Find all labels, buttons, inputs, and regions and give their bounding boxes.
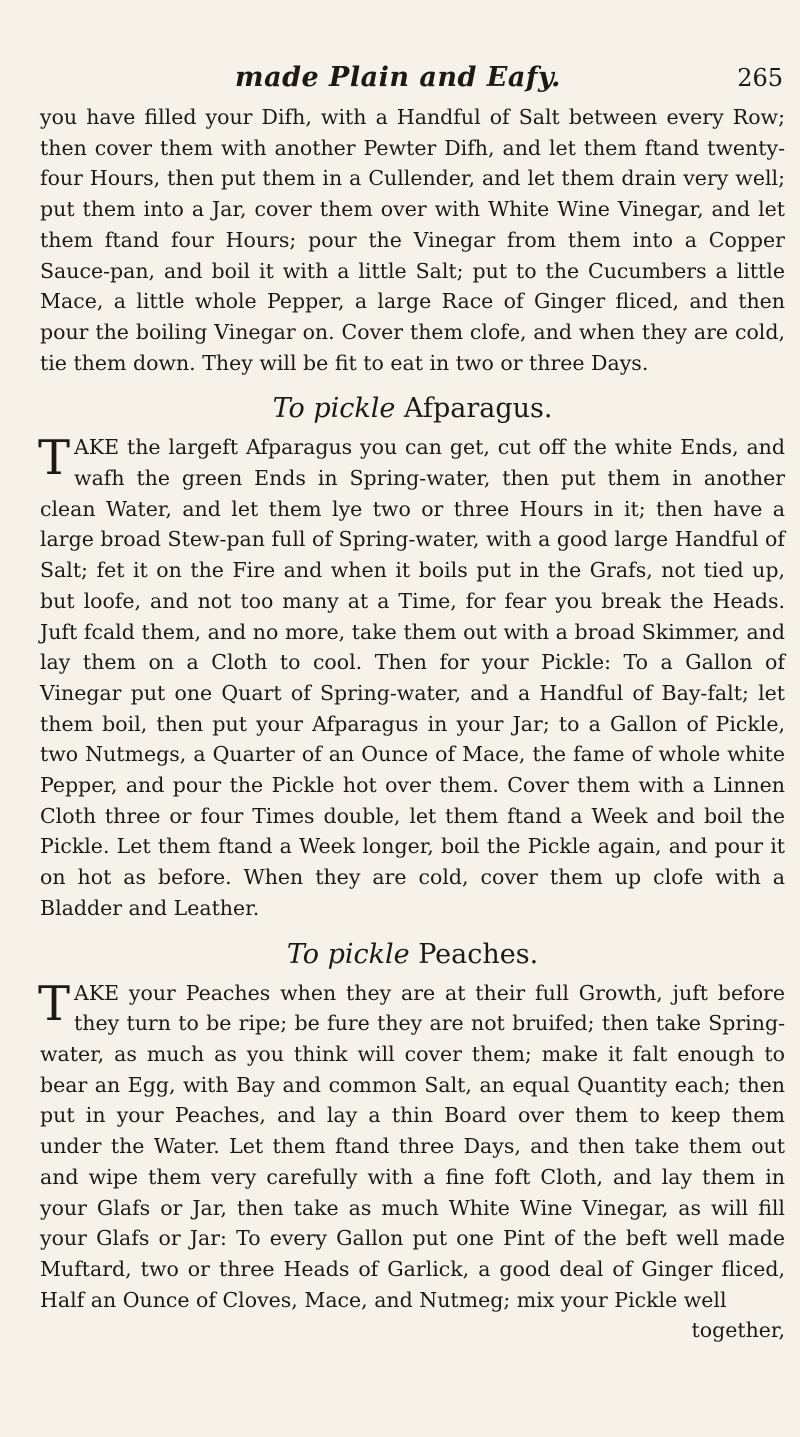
- drop-initial: T: [38, 430, 71, 487]
- recipe-title-subject: Afparagus.: [403, 393, 553, 425]
- recipe-title-subject: Peaches.: [418, 938, 539, 970]
- page-number: 265: [737, 64, 783, 92]
- continued-paragraph: you have filled your Difh, with a Handful of Salt between every Row; then cover them with another Pewter Difh, and let them ftand twenty-four Hours, then put them in a Cullender, and let them drain very well; put them into a Jar, cover them over with White Wine Vinegar, and let them ftand four Hours; pour the Vinegar from them into a Copper Sauce-pan, and boil it with a little Salt; put to the Cucumbers a little Mace, a little whole Pepper, a large Race of Ginger fliced, and then pour the boiling Vinegar on. Cover them clofe, and when they are cold, tie them down. They will be fit to eat in two or three Days.: [40, 105, 785, 375]
- recipe-body-asparagus: [40, 432, 785, 923]
- recipe-text: AKE the largeft Afparagus you can get, cut off the white Ends, and wafh the green Ends in Spring-water, then put them in another clean Water, and let them lye two or three Hours in it; then have a large broad Stew-pan full of Spring-water, with a good large Handful of Salt; fet it on the Fire and when it boils put in the Grafs, not tied up, but loofe, and not too many at a Time, for fear you break the Heads. Juft fcald them, and no more, take them out with a broad Skimmer, and lay them on a Cloth to cool. Then for your Pickle: To a Gallon of Vinegar put one Quart of Spring-water, and a Handful of Bay-falt; let them boil, then put your Afparagus in your Jar; to a Gallon of Pickle, two Nutmegs, a Quarter of an Ounce of Mace, the fame of whole white Pepper, and pour the Pickle hot over them. Cover them with a Linnen Cloth three or four Times double, let them ftand a Week and boil the Pickle. Let them ftand a Week longer, boil the Pickle again, and pour it on hot as before. When they are cold, cover them up clofe with a Bladder and Leather.: [40, 435, 785, 920]
- catchword: together,: [691, 1318, 785, 1343]
- recipe-title-lead: To pickle: [286, 938, 410, 970]
- running-head: [40, 62, 785, 102]
- body-text: [40, 102, 785, 1345]
- recipe-title-lead: To pickle: [272, 393, 396, 425]
- running-title: made Plain and Eafy.: [235, 62, 561, 93]
- book-page: [40, 62, 785, 1432]
- drop-initial: T: [38, 975, 71, 1032]
- recipe-body-peaches: [38, 975, 785, 1316]
- recipe-peaches: [40, 938, 785, 1316]
- recipe-asparagus: [40, 392, 785, 923]
- recipe-text: AKE your Peaches when they are at their full Growth, juft before they turn to be ripe; be fure they are not bruifed; then take Spring-water, as much as you think will cover them; make it falt enough to bear an Egg, with Bay and common Salt, an equal Quantity each; then put in your Peaches, and lay a thin Board over them to keep them under the Water. Let them ftand three Days, and then take them out and wipe them very carefully with a fine foft Cloth, and lay them in your Glafs or Jar, then take as much White Wine Vinegar, as will fill your Glafs or Jar: To every Gallon put one Pint of the beft well made Muftard, two or three Heads of Garlick, a good deal of Ginger fliced, Half an Ounce of Cloves, Mace, and Nutmeg; mix your Pickle well: [40, 980, 785, 1312]
- recipe-title-asparagus: [40, 392, 785, 426]
- recipe-title-peaches: [40, 938, 785, 972]
